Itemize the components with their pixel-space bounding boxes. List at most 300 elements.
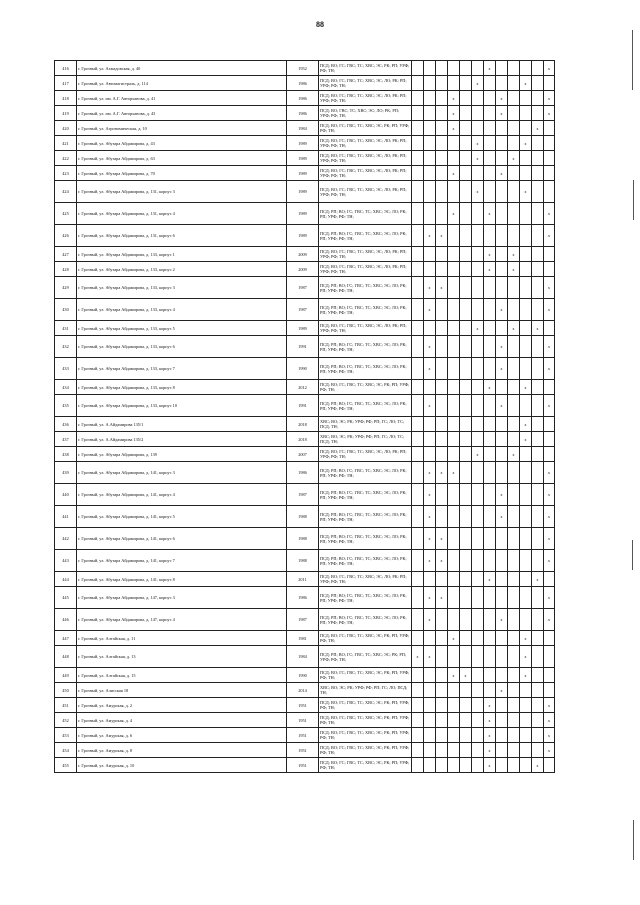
row-mark-cell <box>460 728 472 743</box>
row-mark-cell <box>412 417 424 432</box>
row-mark-cell <box>532 166 544 181</box>
row-mark-cell <box>412 713 424 728</box>
table-row <box>55 151 555 166</box>
row-mark-cell <box>508 277 520 299</box>
row-mark-cell <box>448 358 460 380</box>
row-mark-cell <box>472 106 484 121</box>
row-mark-cell <box>436 166 448 181</box>
row-work-codes: ПСД; ВО; ГС; ГВС; ТС; ХВС; ЭС; РК; РП; УРФ; РФ; ТН; <box>319 758 412 773</box>
row-mark-cell <box>508 609 520 631</box>
row-mark-cell <box>496 646 508 668</box>
row-address: г. Грозный, ул. Абузара Айдамирова, д. 133, корпус 10 <box>77 395 287 417</box>
row-mark-cell: x <box>532 321 544 336</box>
row-mark-cell <box>424 417 436 432</box>
row-mark-cell <box>484 358 496 380</box>
row-mark-cell <box>460 462 472 484</box>
row-mark-cell <box>532 550 544 572</box>
row-mark-cell: x <box>496 683 508 698</box>
row-mark-cell <box>412 247 424 262</box>
row-mark-cell <box>448 299 460 321</box>
row-number: 448 <box>55 646 77 668</box>
table-row <box>55 336 555 358</box>
row-mark-cell: x <box>412 646 424 668</box>
row-mark-cell <box>496 550 508 572</box>
row-address: г. Грозный, ул. Абузара Айдамирова, д. 133, корпус 1 <box>77 247 287 262</box>
row-mark-cell <box>412 484 424 506</box>
row-mark-cell <box>424 380 436 395</box>
row-address: г. Грозный, ул. Амурская, д. 10 <box>77 758 287 773</box>
row-address: г. Грозный, ул. Абузара Айдамирова, д. 133, корпус 6 <box>77 336 287 358</box>
row-mark-cell <box>412 91 424 106</box>
row-mark-cell <box>460 166 472 181</box>
row-work-codes: ПСД; РП; ВО; ГС; ГВС; ТС; ХВС; ЭС; ЛО; РК; РП; УРФ; РФ; ТН; <box>319 299 412 321</box>
row-mark-cell <box>484 550 496 572</box>
row-mark-cell <box>496 447 508 462</box>
row-mark-cell <box>472 61 484 76</box>
row-mark-cell <box>532 698 544 713</box>
row-mark-cell <box>520 462 532 484</box>
row-mark-cell <box>424 181 436 203</box>
row-address: г. Грозный, ул. Автомагистраль, д. 114 <box>77 76 287 91</box>
row-mark-cell <box>484 447 496 462</box>
row-mark-cell: x <box>544 484 555 506</box>
row-mark-cell <box>460 225 472 247</box>
table-row <box>55 358 555 380</box>
row-mark-cell <box>532 358 544 380</box>
row-mark-cell <box>484 646 496 668</box>
row-mark-cell <box>460 631 472 646</box>
row-mark-cell <box>412 299 424 321</box>
row-mark-cell <box>508 646 520 668</box>
row-mark-cell <box>448 432 460 447</box>
row-mark-cell <box>532 631 544 646</box>
row-mark-cell <box>508 121 520 136</box>
row-mark-cell <box>508 432 520 447</box>
row-mark-cell <box>448 380 460 395</box>
row-mark-cell <box>508 698 520 713</box>
row-mark-cell: x <box>448 668 460 683</box>
row-mark-cell <box>520 728 532 743</box>
row-address: г. Грозный, ул. Амурская, д. 8 <box>77 743 287 758</box>
row-address: г. Грозный, ул. Абузара Айдамирова, д. 141, корпус 8 <box>77 572 287 587</box>
row-mark-cell: x <box>448 106 460 121</box>
row-mark-cell <box>544 247 555 262</box>
row-mark-cell <box>472 683 484 698</box>
row-mark-cell <box>424 728 436 743</box>
row-mark-cell <box>448 277 460 299</box>
row-number: 443 <box>55 550 77 572</box>
row-mark-cell <box>448 247 460 262</box>
row-mark-cell <box>472 277 484 299</box>
table-row <box>55 484 555 506</box>
row-mark-cell <box>508 91 520 106</box>
row-mark-cell: x <box>520 668 532 683</box>
row-mark-cell <box>472 631 484 646</box>
row-mark-cell <box>472 550 484 572</box>
row-mark-cell <box>460 713 472 728</box>
row-mark-cell <box>436 728 448 743</box>
row-mark-cell: x <box>520 380 532 395</box>
row-mark-cell <box>532 91 544 106</box>
row-mark-cell <box>460 528 472 550</box>
row-address: г. Грозный, ул. Ахмадовская, д. 40 <box>77 61 287 76</box>
row-year: 1951 <box>287 698 319 713</box>
row-number: 453 <box>55 728 77 743</box>
row-mark-cell <box>460 432 472 447</box>
row-year: 1984 <box>287 121 319 136</box>
row-year: 1988 <box>287 550 319 572</box>
row-mark-cell <box>472 299 484 321</box>
row-mark-cell <box>436 506 448 528</box>
row-mark-cell <box>448 572 460 587</box>
row-mark-cell <box>460 247 472 262</box>
row-address: г. Грозный, ул. Абузара Айдамирова, д. 131, корпус 4 <box>77 203 287 225</box>
row-year: 1986 <box>287 76 319 91</box>
row-mark-cell <box>520 321 532 336</box>
row-year: 1989 <box>287 203 319 225</box>
row-mark-cell <box>484 106 496 121</box>
scan-edge-mark <box>633 180 634 220</box>
row-mark-cell <box>532 380 544 395</box>
row-mark-cell <box>412 758 424 773</box>
table-body <box>55 61 555 773</box>
row-mark-cell <box>532 203 544 225</box>
row-work-codes: ПСД; РП; ВО; ГС; ГВС; ТС; ХВС; ЭС; ЛО; РК; РП; УРФ; РФ; ТН; <box>319 225 412 247</box>
row-mark-cell: x <box>544 528 555 550</box>
row-address: г. Грозный, ул. Алтайская, д. 13 <box>77 646 287 668</box>
row-mark-cell: x <box>424 395 436 417</box>
row-mark-cell <box>424 203 436 225</box>
row-mark-cell <box>520 61 532 76</box>
row-year: 1951 <box>287 758 319 773</box>
row-work-codes: ПСД; РП; ВО; ГС; ГВС; ТС; ХВС; ЭС; ЛО; РК; РП; УРФ; РФ; ТН; <box>319 550 412 572</box>
row-mark-cell <box>520 225 532 247</box>
row-mark-cell <box>412 136 424 151</box>
row-mark-cell <box>412 395 424 417</box>
table-row <box>55 758 555 773</box>
row-mark-cell <box>496 151 508 166</box>
row-mark-cell <box>520 358 532 380</box>
row-mark-cell <box>436 432 448 447</box>
row-mark-cell <box>508 668 520 683</box>
row-mark-cell <box>484 299 496 321</box>
row-mark-cell <box>520 698 532 713</box>
row-mark-cell <box>532 247 544 262</box>
row-mark-cell <box>460 181 472 203</box>
housing-registry-table <box>54 60 555 773</box>
row-address: г. Грозный, ул. Абузара Айдамирова, д. 141, корпус 5 <box>77 506 287 528</box>
row-mark-cell: x <box>544 609 555 631</box>
row-mark-cell <box>436 609 448 631</box>
row-year: 1991 <box>287 395 319 417</box>
row-mark-cell <box>460 417 472 432</box>
row-number: 441 <box>55 506 77 528</box>
row-mark-cell <box>496 631 508 646</box>
row-mark-cell: x <box>472 321 484 336</box>
row-mark-cell: x <box>448 91 460 106</box>
row-mark-cell <box>508 484 520 506</box>
table-row <box>55 528 555 550</box>
row-mark-cell <box>412 550 424 572</box>
row-mark-cell <box>448 646 460 668</box>
row-mark-cell <box>472 743 484 758</box>
row-mark-cell <box>412 609 424 631</box>
row-year: 2011 <box>287 572 319 587</box>
row-address: г. Грозный, ул. Абузара Айдамирова, д. 63 <box>77 151 287 166</box>
row-address: г. Грозный, ул. Абузара Айдамирова, д. 141, корпус 7 <box>77 550 287 572</box>
row-mark-cell <box>508 76 520 91</box>
row-mark-cell <box>496 728 508 743</box>
row-mark-cell <box>496 380 508 395</box>
row-mark-cell: x <box>544 462 555 484</box>
row-address: г. Грозный, ул. Алтайская, д. 11 <box>77 631 287 646</box>
row-mark-cell <box>424 151 436 166</box>
row-work-codes: ПСД; РП; ВО; ГС; ГВС; ТС; ХВС; ЭС; РК; РП; УРФ; РФ; ТН; <box>319 646 412 668</box>
row-work-codes: ПСД; РП; ВО; ГС; ГВС; ТС; ХВС; ЭС; ЛО; РК; РП; УРФ; РФ; ТН; <box>319 462 412 484</box>
row-mark-cell <box>472 484 484 506</box>
row-mark-cell <box>484 587 496 609</box>
row-mark-cell <box>436 181 448 203</box>
row-mark-cell <box>508 728 520 743</box>
row-mark-cell <box>544 166 555 181</box>
row-mark-cell <box>496 181 508 203</box>
row-mark-cell <box>424 758 436 773</box>
row-mark-cell <box>412 683 424 698</box>
row-year: 2014 <box>287 683 319 698</box>
row-mark-cell <box>484 528 496 550</box>
row-mark-cell <box>532 299 544 321</box>
row-address: г. Грозный, ул. Абузара Айдамирова, д. 139 <box>77 447 287 462</box>
row-work-codes: ПСД; ВО; ГС; ГВС; ТС; ХВС; ЭС; ЛО; РК; РП; УРФ; РФ; ТН; <box>319 181 412 203</box>
row-mark-cell: x <box>484 262 496 277</box>
row-year: 2018 <box>287 432 319 447</box>
row-mark-cell <box>436 395 448 417</box>
row-mark-cell <box>484 76 496 91</box>
row-work-codes: ПСД; ВО; ГС; ГВС; ТС; ХВС; ЭС; ЛО; РК; РП; УРФ; РФ; ТН; <box>319 136 412 151</box>
row-mark-cell: x <box>544 698 555 713</box>
row-mark-cell: x <box>424 587 436 609</box>
row-mark-cell <box>544 417 555 432</box>
table-row <box>55 550 555 572</box>
row-mark-cell <box>424 121 436 136</box>
row-mark-cell <box>520 484 532 506</box>
row-mark-cell <box>484 484 496 506</box>
row-mark-cell <box>520 447 532 462</box>
row-mark-cell: x <box>484 728 496 743</box>
row-mark-cell <box>544 572 555 587</box>
row-mark-cell <box>460 91 472 106</box>
row-year: 1951 <box>287 743 319 758</box>
row-year: 1984 <box>287 646 319 668</box>
row-mark-cell: x <box>520 417 532 432</box>
table-row <box>55 61 555 76</box>
row-mark-cell: x <box>484 713 496 728</box>
row-number: 425 <box>55 203 77 225</box>
row-mark-cell <box>544 646 555 668</box>
row-year: 1987 <box>287 277 319 299</box>
row-mark-cell <box>532 61 544 76</box>
row-mark-cell: x <box>544 106 555 121</box>
row-mark-cell <box>436 683 448 698</box>
row-mark-cell <box>436 484 448 506</box>
row-mark-cell <box>412 61 424 76</box>
row-year: 1981 <box>287 631 319 646</box>
row-mark-cell <box>496 668 508 683</box>
row-mark-cell <box>472 462 484 484</box>
row-mark-cell: x <box>496 506 508 528</box>
row-address: г. Грозный, ул. Абузара Айдамирова, д. 133, корпус 4 <box>77 299 287 321</box>
row-mark-cell: x <box>520 646 532 668</box>
row-mark-cell <box>484 166 496 181</box>
row-mark-cell <box>532 462 544 484</box>
row-mark-cell <box>532 181 544 203</box>
row-address: г. Грозный, ул. А.Айдамирова 135/2 <box>77 432 287 447</box>
row-mark-cell <box>424 631 436 646</box>
row-work-codes: ХВС; ВО; ЭС; РК; УРФ; РФ; РП; ГС; ЛО; ТС; ПСД; ТН; <box>319 417 412 432</box>
row-mark-cell <box>472 713 484 728</box>
row-address: г. Грозный, ул. Абузара Айдамирова, д. 141, корпус 4 <box>77 484 287 506</box>
row-mark-cell <box>448 550 460 572</box>
row-mark-cell: x <box>520 181 532 203</box>
table-row <box>55 698 555 713</box>
row-mark-cell <box>448 225 460 247</box>
row-mark-cell <box>448 713 460 728</box>
row-mark-cell <box>436 299 448 321</box>
row-mark-cell <box>472 758 484 773</box>
row-mark-cell <box>448 447 460 462</box>
row-mark-cell <box>532 336 544 358</box>
row-mark-cell <box>496 136 508 151</box>
row-mark-cell <box>532 587 544 609</box>
row-mark-cell: x <box>424 550 436 572</box>
row-mark-cell <box>508 358 520 380</box>
row-mark-cell <box>508 336 520 358</box>
row-number: 447 <box>55 631 77 646</box>
row-mark-cell <box>436 336 448 358</box>
row-mark-cell <box>448 758 460 773</box>
row-mark-cell: x <box>484 203 496 225</box>
row-mark-cell <box>484 462 496 484</box>
row-mark-cell: x <box>520 136 532 151</box>
scan-edge-mark <box>632 30 633 90</box>
row-mark-cell <box>412 166 424 181</box>
row-mark-cell <box>508 683 520 698</box>
row-number: 417 <box>55 76 77 91</box>
row-mark-cell <box>472 572 484 587</box>
row-mark-cell <box>484 609 496 631</box>
row-mark-cell <box>412 668 424 683</box>
row-mark-cell <box>460 743 472 758</box>
row-mark-cell <box>508 395 520 417</box>
row-mark-cell <box>496 587 508 609</box>
row-mark-cell: x <box>544 395 555 417</box>
row-mark-cell: x <box>472 151 484 166</box>
row-year: 1986 <box>287 91 319 106</box>
row-year: 2009 <box>287 262 319 277</box>
row-work-codes: ПСД; ВО; ГС; ГВС; ТС; ХВС; ЭС; ЛО; РК; РП; УРФ; РФ; ТН; <box>319 262 412 277</box>
row-mark-cell <box>412 181 424 203</box>
row-mark-cell: x <box>496 395 508 417</box>
row-mark-cell <box>412 743 424 758</box>
table-row <box>55 166 555 181</box>
row-year: 1989 <box>287 321 319 336</box>
row-mark-cell: x <box>472 447 484 462</box>
row-number: 426 <box>55 225 77 247</box>
row-mark-cell <box>436 91 448 106</box>
row-mark-cell: x <box>544 61 555 76</box>
row-mark-cell: x <box>484 698 496 713</box>
row-mark-cell <box>472 506 484 528</box>
row-mark-cell: x <box>484 61 496 76</box>
row-mark-cell <box>544 631 555 646</box>
table-row <box>55 683 555 698</box>
table-row <box>55 668 555 683</box>
row-mark-cell <box>544 121 555 136</box>
row-mark-cell <box>460 447 472 462</box>
row-mark-cell <box>520 395 532 417</box>
row-mark-cell <box>412 277 424 299</box>
row-mark-cell <box>424 247 436 262</box>
row-mark-cell <box>532 528 544 550</box>
row-number: 438 <box>55 447 77 462</box>
row-mark-cell: x <box>460 668 472 683</box>
row-number: 419 <box>55 106 77 121</box>
row-mark-cell <box>508 203 520 225</box>
row-mark-cell <box>484 151 496 166</box>
row-mark-cell: x <box>484 743 496 758</box>
row-year: 1989 <box>287 166 319 181</box>
row-mark-cell: x <box>424 506 436 528</box>
row-mark-cell <box>520 758 532 773</box>
row-mark-cell: x <box>544 225 555 247</box>
row-mark-cell <box>520 151 532 166</box>
row-year: 1951 <box>287 713 319 728</box>
row-mark-cell <box>436 61 448 76</box>
row-mark-cell <box>460 698 472 713</box>
row-mark-cell <box>436 121 448 136</box>
row-mark-cell <box>532 447 544 462</box>
row-number: 452 <box>55 713 77 728</box>
row-mark-cell <box>496 262 508 277</box>
row-mark-cell <box>424 447 436 462</box>
row-year: 1988 <box>287 528 319 550</box>
row-mark-cell <box>532 646 544 668</box>
row-mark-cell <box>412 321 424 336</box>
row-mark-cell <box>508 631 520 646</box>
row-mark-cell <box>520 713 532 728</box>
row-mark-cell <box>448 321 460 336</box>
row-mark-cell <box>460 76 472 91</box>
row-number: 454 <box>55 743 77 758</box>
row-work-codes: ПСД; ВО; ГВС; ТС; ХВС; ЭС; ЛО; РК; РП; УРФ; РФ; ТН; <box>319 106 412 121</box>
row-mark-cell <box>436 136 448 151</box>
row-mark-cell <box>424 166 436 181</box>
row-mark-cell <box>448 698 460 713</box>
row-work-codes: ПСД; ВО; ГС; ГВС; ТС; ХВС; ЭС; ЛО; РК; РП; УРФ; РФ; ТН; <box>319 321 412 336</box>
row-mark-cell <box>448 395 460 417</box>
row-mark-cell <box>424 106 436 121</box>
row-mark-cell <box>508 528 520 550</box>
row-work-codes: ПСД; ВО; ГС; ГВС; ТС; ХВС; ЭС; ЛО; РК; РП; УРФ; РФ; ТН; <box>319 447 412 462</box>
row-mark-cell <box>412 225 424 247</box>
table-row <box>55 106 555 121</box>
row-mark-cell <box>472 587 484 609</box>
row-number: 449 <box>55 668 77 683</box>
row-year: 2018 <box>287 417 319 432</box>
table-row <box>55 91 555 106</box>
row-mark-cell: x <box>508 247 520 262</box>
row-mark-cell <box>460 299 472 321</box>
